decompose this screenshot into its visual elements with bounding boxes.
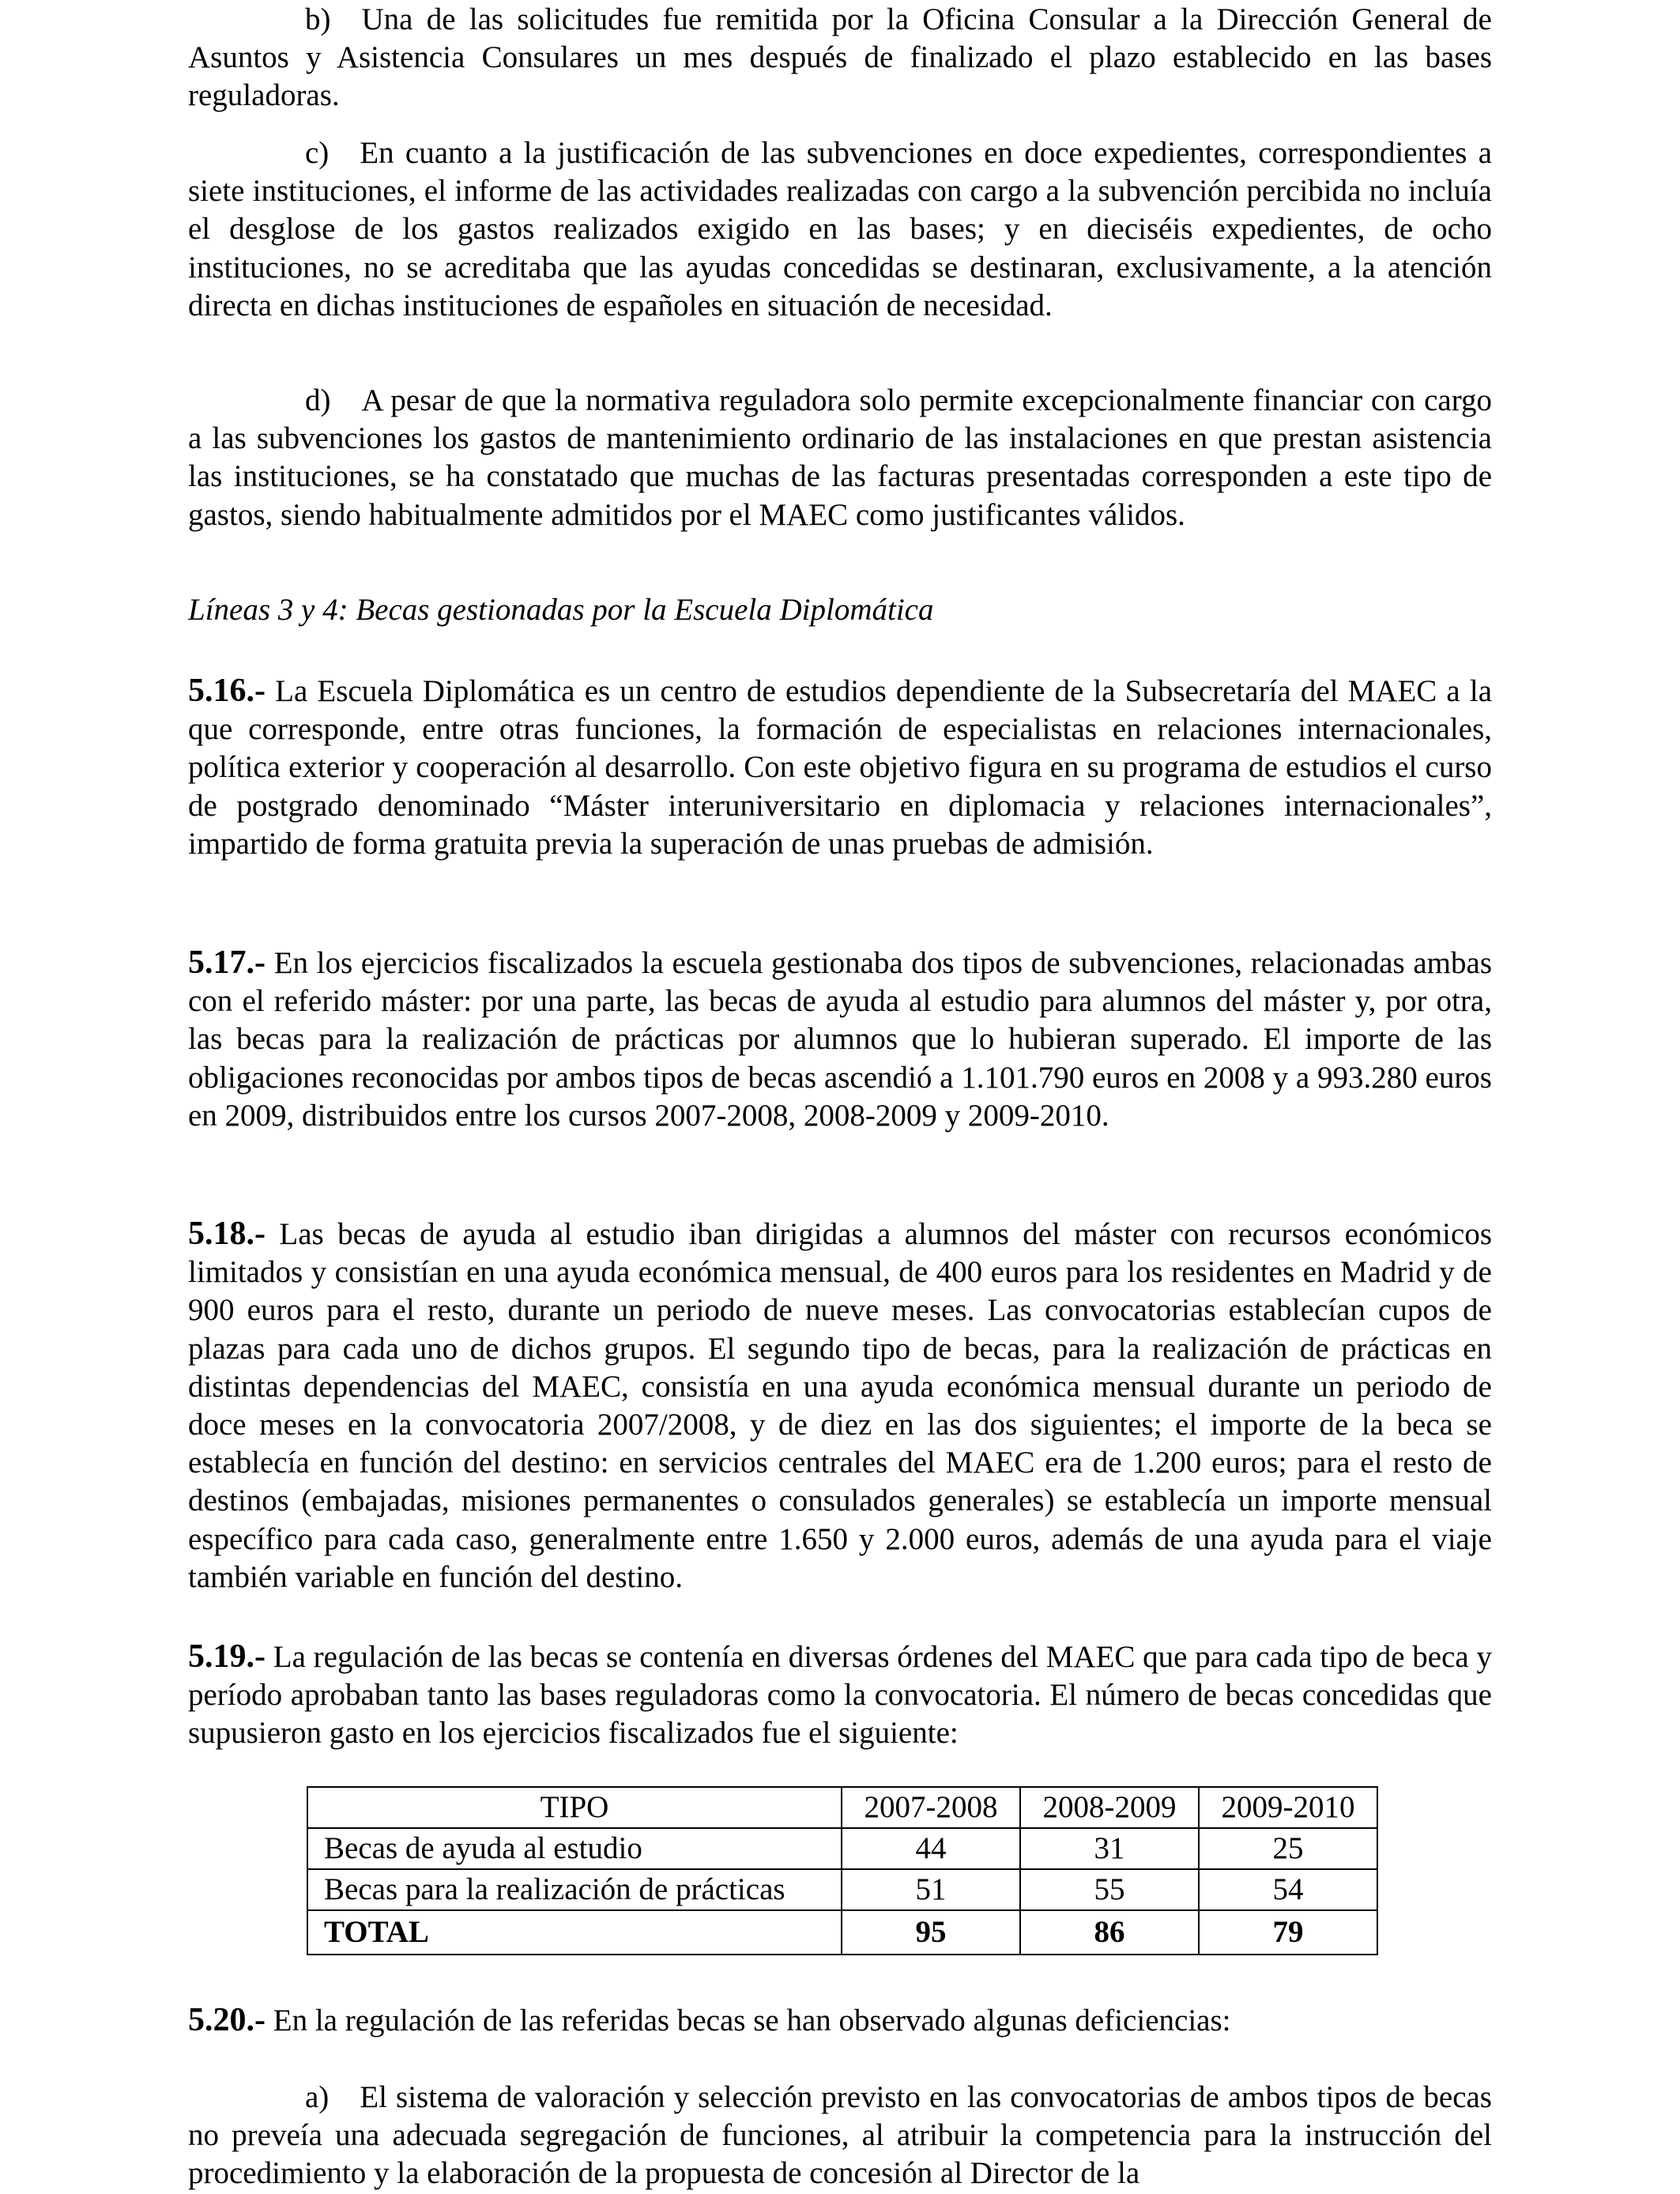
table-cell: 51: [842, 1869, 1020, 1910]
paragraph-text: La regulación de las becas se contenía en diversas órdenes del MAEC que para cada tipo de beca y período aprobaban tanto las bases reguladoras como la convocatoria. El número de becas concedidas que supusieron gasto en los ejercicios fiscalizados fue el siguiente:: [188, 1640, 1492, 1751]
table-header-row: [307, 1787, 1377, 1828]
becas-table: [307, 1786, 1378, 1955]
table-header-cell: 2007-2008: [842, 1787, 1020, 1828]
table-cell: 31: [1020, 1828, 1199, 1869]
table-cell: 55: [1020, 1869, 1199, 1910]
table-row: [307, 1869, 1377, 1910]
paragraph-5-16: [188, 672, 1492, 863]
paragraph-item-a: a) El sistema de valoración y selección previsto en las convocatorias de ambos tipos de becas no preveía una adecuada segregación de funciones, al atribuir la competencia para la instrucción del procedimiento y la elaboración de la propuesta de concesión al Director de la: [188, 2080, 1492, 2191]
table-cell: 79: [1199, 1910, 1377, 1955]
paragraph-number: 5.19.-: [188, 1638, 266, 1675]
paragraph-text: En la regulación de las referidas becas se han observado algunas deficiencias:: [273, 2004, 1231, 2038]
paragraph-5-20: [188, 2001, 1492, 2040]
table-header-cell: 2008-2009: [1020, 1787, 1199, 1828]
table-cell: 95: [842, 1910, 1020, 1955]
paragraph-item-b: b) Una de las solicitudes fue remitida por la Oficina Consular a la Dirección General de Asuntos y Asistencia Consulares un mes después de finalizado el plazo establecido en las bases reguladoras.: [188, 2, 1492, 113]
paragraph-text: Las becas de ayuda al estudio iban dirigidas a alumnos del máster con recursos económicos limitados y consistían en una ayuda económica mensual, de 400 euros para los residentes en Madrid y de 900 euros para el resto, durante un periodo de nueve meses. Las convocatorias establecían cupos de plazas para cada uno de dichos grupos. El segundo tipo de becas, para la realización de prácticas en distintas dependencias del MAEC, consistía en una ayuda económica mensual durante un periodo de doce meses en la convocatoria 2007/2008, y de diez en las dos siguientes; el importe de la beca se establecía en función del destino: en servicios centrales del MAEC era de 1.200 euros; para el resto de destinos (embajadas, misiones permanentes o consulados generales) se establecía un importe mensual específico para cada caso, generalmente entre 1.650 y 2.000 euros, además de una ayuda para el viaje también variable en función del destino.: [188, 1217, 1493, 1594]
table-cell: Becas de ayuda al estudio: [307, 1828, 842, 1869]
table-cell: 44: [842, 1828, 1020, 1869]
table-cell: TOTAL: [307, 1910, 842, 1955]
paragraph-5-18: [188, 1215, 1492, 1596]
table-row: [307, 1828, 1377, 1869]
paragraph-5-19: [188, 1638, 1492, 1753]
table-cell: 25: [1199, 1828, 1377, 1869]
paragraph-number: 5.17.-: [188, 944, 266, 981]
paragraph-text: La Escuela Diplomática es un centro de estudios dependiente de la Subsecretaría del MAEC a la que corresponde, entre otras funciones, la formación de especialistas en relaciones internacionales, política exterior y cooperación al desarrollo. Con este objetivo figura en su programa de estudios el curso de postgrado denominado “Máster interuniversitario en diplomacia y relaciones internacionales”, impartido de forma gratuita previa la superación de unas pruebas de admisión.: [188, 674, 1492, 861]
table-cell: 86: [1020, 1910, 1199, 1955]
table-total-row: [307, 1910, 1377, 1955]
paragraph-text: En los ejercicios fiscalizados la escuela gestionaba dos tipos de subvenciones, relacionadas ambas con el referido máster: por una parte, las becas de ayuda al estudio para alumnos del máster y, por otra, las becas para la realización de prácticas por alumnos que lo hubieran superado. El importe de las obligaciones reconocidas por ambos tipos de becas ascendió a 1.101.790 euros en 2008 y a 993.280 euros en 2009, distribuidos entre los cursos 2007-2008, 2008-2009 y 2009-2010.: [188, 946, 1493, 1133]
section-heading: Líneas 3 y 4: Becas gestionadas por la Escuela Diplomática: [188, 593, 934, 627]
paragraph-number: 5.16.-: [188, 673, 266, 709]
table-cell: Becas para la realización de prácticas: [307, 1869, 842, 1910]
table-header-cell: TIPO: [307, 1787, 842, 1828]
paragraph-number: 5.18.-: [188, 1216, 266, 1252]
paragraph-item-d: d) A pesar de que la normativa reguladora solo permite excepcionalmente financiar con cargo a las subvenciones los gastos de mantenimiento ordinario de las instalaciones en que prestan asistencia las instituciones, se ha constatado que muchas de las facturas presentadas corresponden a este tipo de gastos, siendo habitualmente admitidos por el MAEC como justificantes válidos.: [188, 383, 1492, 532]
paragraph-item-c: c) En cuanto a la justificación de las subvenciones en doce expedientes, correspondientes a siete instituciones, el informe de las actividades realizadas con cargo a la subvención percibida no incluía el desglose de los gastos realizados exigido en las bases; y en dieciséis expedientes, de ocho instituciones, no se acreditaba que las ayudas concedidas se destinaran, exclusivamente, a la atención directa en dichas instituciones de españoles en situación de necesidad.: [188, 136, 1492, 322]
paragraph-5-17: [188, 944, 1492, 1135]
paragraph-number: 5.20.-: [188, 2002, 266, 2038]
table-cell: 54: [1199, 1869, 1377, 1910]
table-header-cell: 2009-2010: [1199, 1787, 1377, 1828]
